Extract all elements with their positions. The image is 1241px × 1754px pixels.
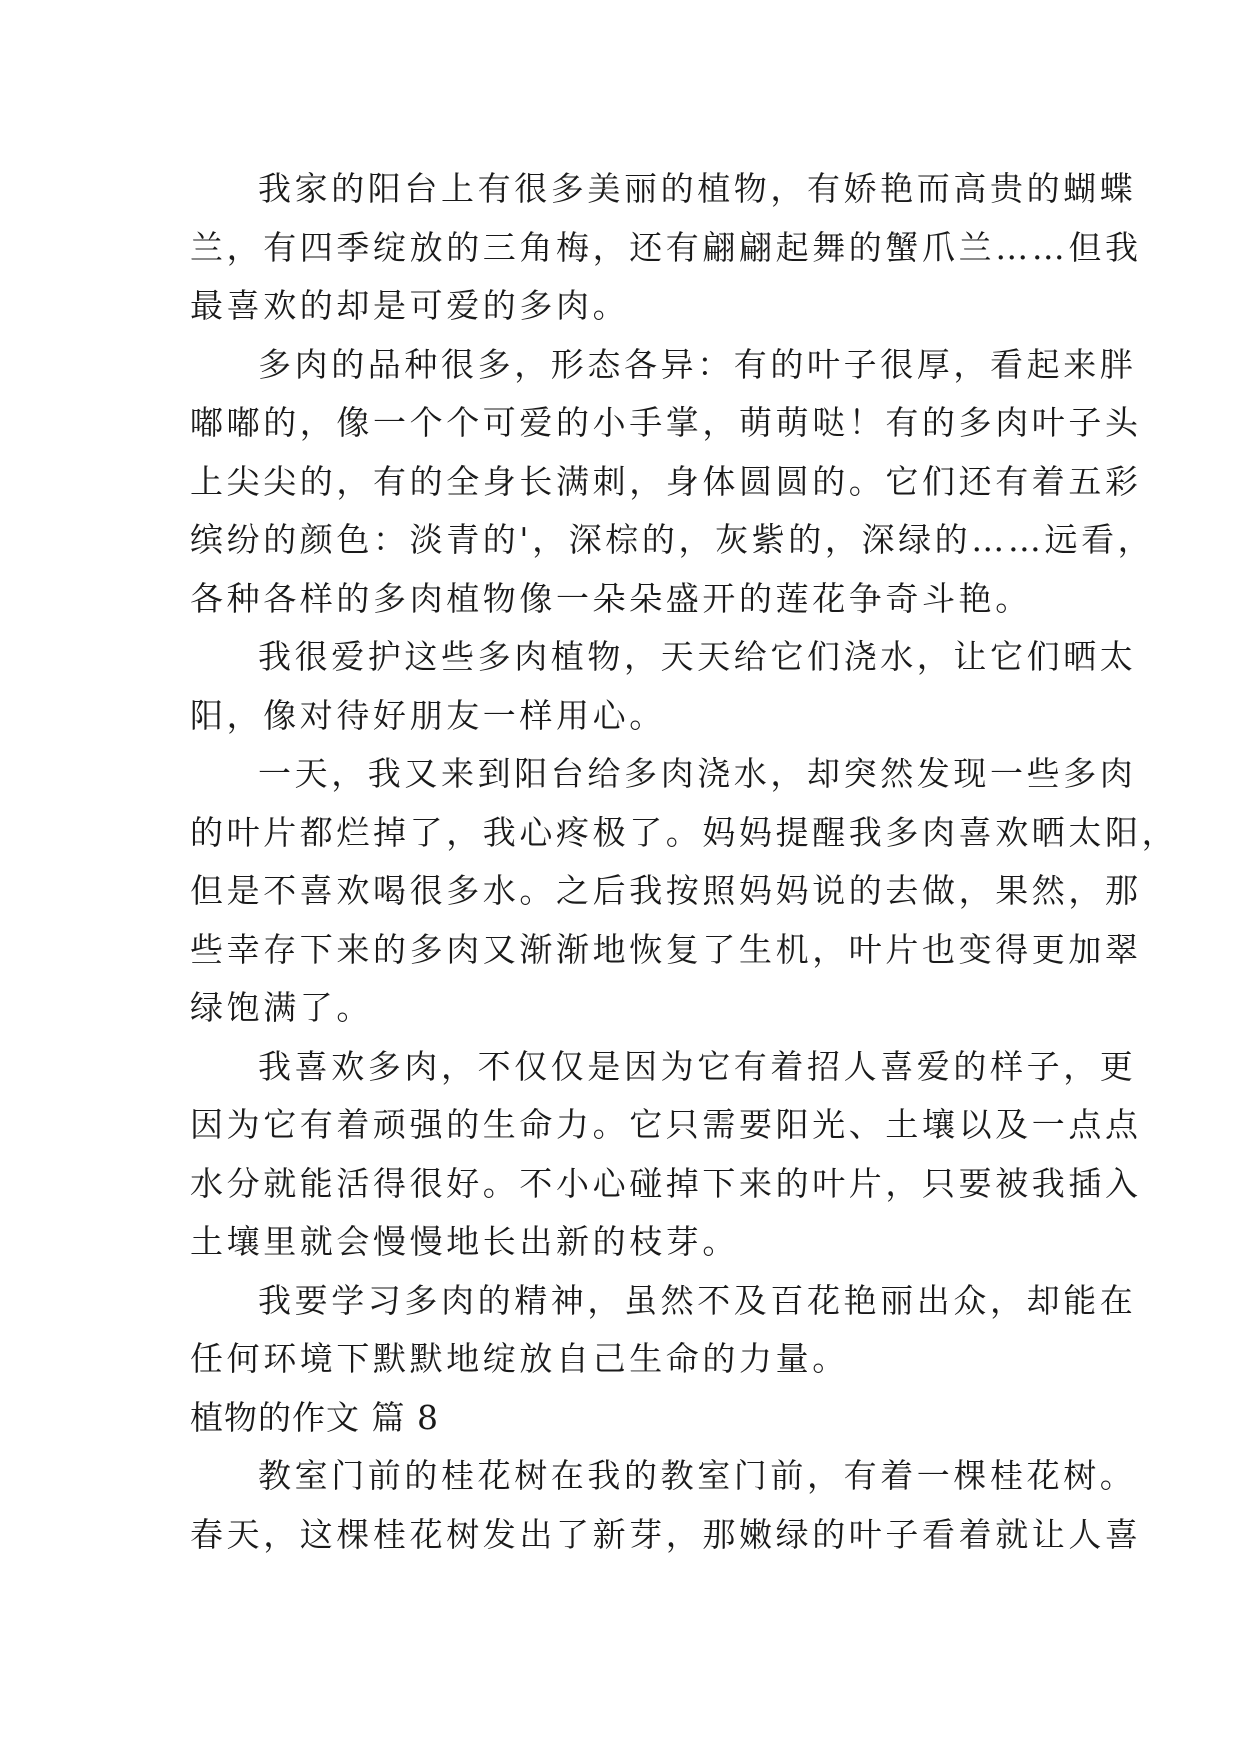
paragraph-line: 最喜欢的却是可爱的多肉。 xyxy=(190,286,630,325)
paragraph-line: 各种各样的多肉植物像一朵朵盛开的莲花争奇斗艳。 xyxy=(190,578,1032,618)
paragraph-line: 任何环境下默默地绽放自己生命的力量。 xyxy=(190,1339,849,1378)
paragraph-line: 阳，像对待好朋友一样用心。 xyxy=(190,695,666,735)
section-heading: 植物的作文 篇 8 xyxy=(190,1397,439,1437)
paragraph-line: 水分就能活得很好。不小心碰掉下来的叶片，只要被我插入 xyxy=(190,1163,1142,1203)
paragraph-line: 些幸存下来的多肉又渐渐地恢复了生机，叶片也变得更加翠 xyxy=(190,929,1142,969)
paragraph-line: 春天，这棵桂花树发出了新芽，那嫩绿的叶子看着就让人喜 xyxy=(190,1514,1142,1554)
document-page xyxy=(190,160,1179,1564)
paragraph-line: 我家的阳台上有很多美丽的植物，有娇艳而高贵的蝴蝶 xyxy=(258,169,1137,208)
paragraph-line: 多肉的品种很多，形态各异：有的叶子很厚，看起来胖 xyxy=(258,344,1137,384)
paragraph-line: 因为它有着顽强的生命力。它只需要阳光、土壤以及一点点 xyxy=(190,1105,1142,1144)
paragraph-line: 但是不喜欢喝很多水。之后我按照妈妈说的去做，果然，那 xyxy=(190,871,1142,910)
paragraph-line: 土壤里就会慢慢地长出新的枝芽。 xyxy=(190,1222,739,1261)
paragraph-line: 缤纷的颜色：淡青的'，深棕的，灰紫的，深绿的……远看， xyxy=(190,520,1155,559)
paragraph-line: 兰，有四季绽放的三角梅，还有翩翩起舞的蟹爪兰……但我 xyxy=(190,227,1142,267)
paragraph-line: 的叶片都烂掉了，我心疼极了。妈妈提醒我多肉喜欢晒太阳， xyxy=(190,812,1179,852)
paragraph-line: 我喜欢多肉，不仅仅是因为它有着招人喜爱的样子，更 xyxy=(258,1046,1137,1086)
paragraph-line: 上尖尖的，有的全身长满刺，身体圆圆的。它们还有着五彩 xyxy=(190,461,1142,501)
paragraph-line: 一天，我又来到阳台给多肉浇水，却突然发现一些多肉 xyxy=(258,754,1137,793)
paragraph-line: 绿饱满了。 xyxy=(190,988,373,1027)
paragraph-line: 我要学习多肉的精神，虽然不及百花艳丽出众，却能在 xyxy=(258,1280,1137,1320)
paragraph-line: 嘟嘟的，像一个个可爱的小手掌，萌萌哒！有的多肉叶子头 xyxy=(190,403,1142,442)
paragraph-line: 我很爱护这些多肉植物，天天给它们浇水，让它们晒太 xyxy=(258,637,1137,676)
paragraph-line: 教室门前的桂花树在我的教室门前，有着一棵桂花树。 xyxy=(258,1456,1137,1495)
